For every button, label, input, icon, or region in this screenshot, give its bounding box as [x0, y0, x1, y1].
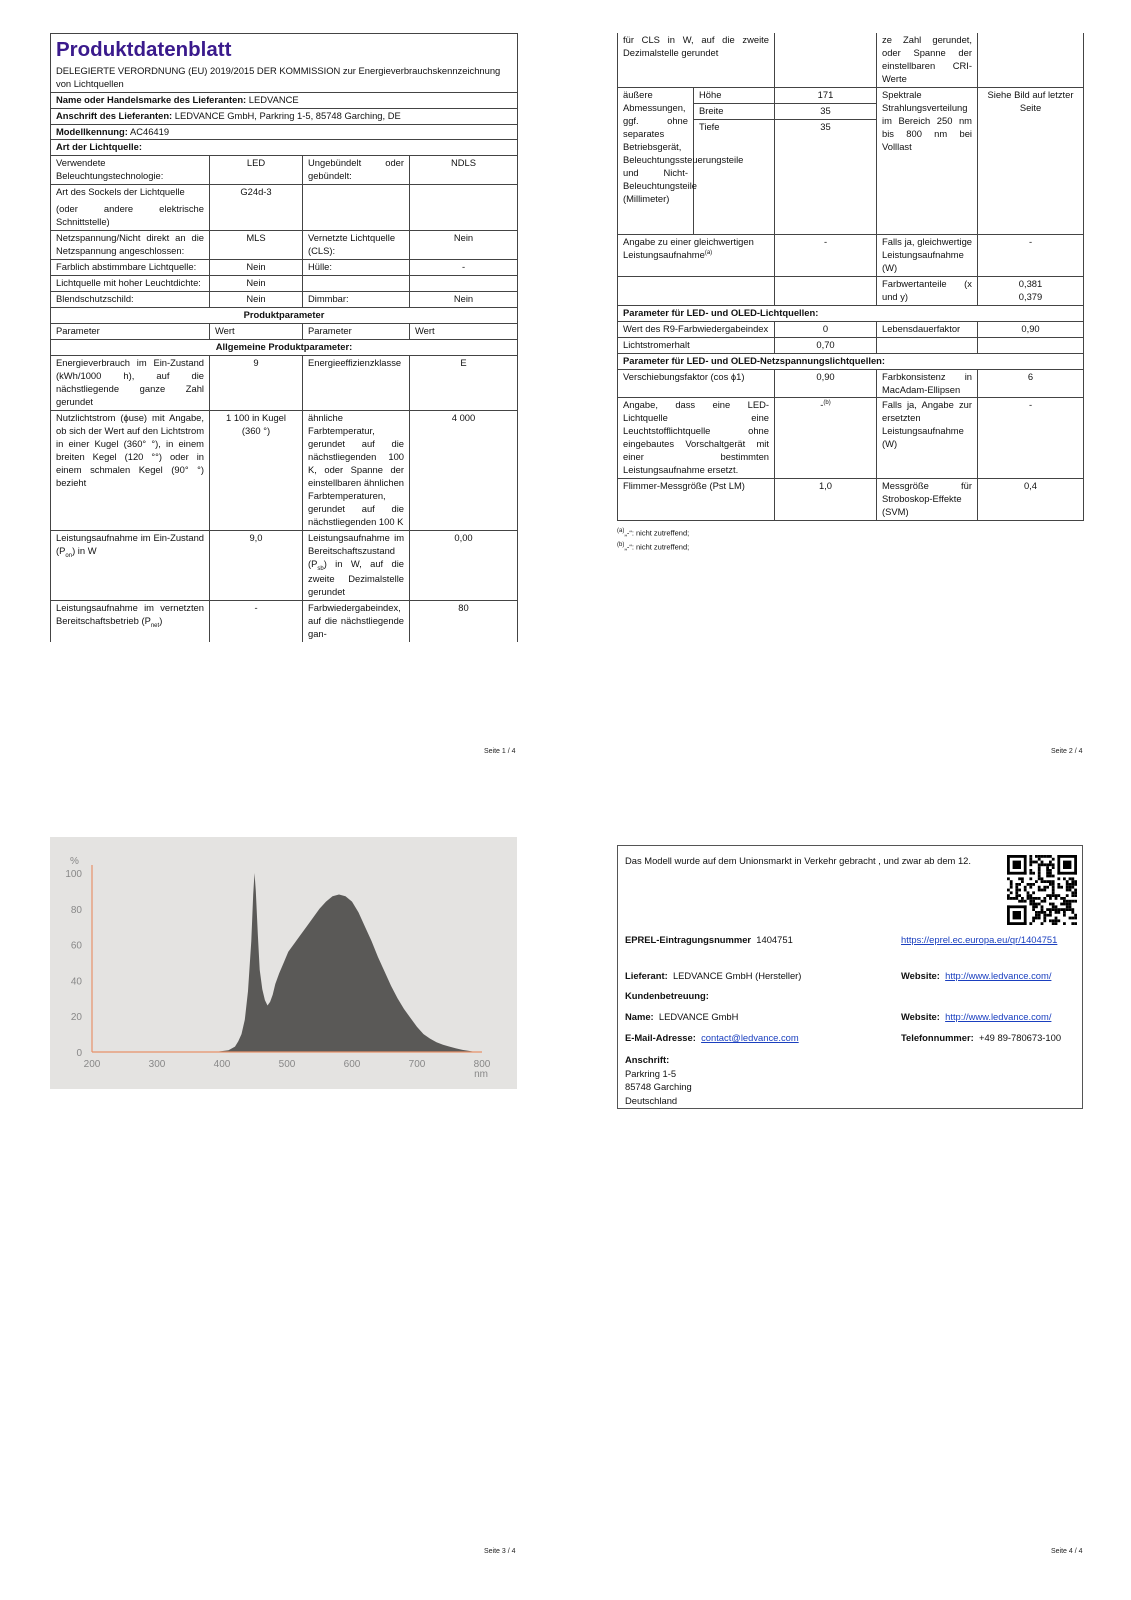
cell-label: Leistungsaufnahme im Bereitschaftszustand $(P_{sb})$ in W, auf die zweite Dezimalstelle gerundet	[303, 530, 410, 600]
model-id: AC46419	[129, 125, 170, 137]
cell-label: Verschiebungsfaktor (cos ϕ1)	[618, 369, 775, 398]
cell-value: -	[978, 234, 1084, 276]
table-row	[51, 185, 518, 231]
address-line: Parkring 1-5	[625, 1067, 677, 1079]
cell-value: -	[775, 234, 877, 276]
table-row	[51, 410, 518, 530]
cell-label: für CLS in W, auf die zweite Dezimalstelle gerundet	[618, 33, 775, 87]
cell-label: Vernetzte Lichtquelle (CLS):	[303, 231, 410, 260]
phone-value: +49 89-780673-100	[978, 1032, 1062, 1043]
model-label: Modellkennung:	[56, 125, 128, 137]
eprel-number: 1404751	[756, 934, 793, 945]
table-row	[618, 321, 1084, 337]
led-params-heading: Parameter für LED- und OLED-Lichtquellen:	[618, 305, 1084, 321]
cell-label: Hülle:	[303, 260, 410, 276]
column-header: Wert	[210, 324, 303, 340]
height-value: 171	[775, 87, 877, 103]
table-row	[51, 292, 518, 308]
column-header: Wert	[410, 324, 518, 340]
footnote-a: $^{(a)}$„-“: nicht zutreffend;	[617, 528, 690, 538]
height-label: Höhe	[694, 87, 775, 103]
address-line: 85748 Garching	[625, 1081, 692, 1093]
table-row	[51, 356, 518, 411]
table-row	[51, 276, 518, 292]
email-label: E-Mail-Adresse:	[625, 1032, 696, 1043]
cell-label: Lichtquelle mit hoher Leuchtdichte:	[51, 276, 210, 292]
cell-value: 0	[775, 321, 877, 337]
cell-label: ähnliche Farbtemperatur, gerundet auf die nächstliegenden 100 K, oder Spanne der einstellbaren ähnlichen Farbtemperaturen, gerundet auf die nächstliegenden 100 K	[303, 410, 410, 530]
y-axis-label: %	[70, 856, 79, 867]
table-row	[51, 600, 518, 641]
cell-label: Leistungsaufnahme im Ein-Zustand $(P_{on})$ in W	[51, 530, 210, 600]
cell-value: Nein	[210, 276, 303, 292]
cell-value: Nein	[210, 260, 303, 276]
x-tick-label: 400	[213, 1059, 231, 1070]
cell-value: LED	[210, 156, 303, 185]
eprel-link[interactable]: https://eprel.ec.europa.eu/qr/1404751	[901, 934, 1058, 945]
x-tick-label: 200	[83, 1059, 101, 1070]
cell-label: (oder andere elektrische Schnittstelle)	[56, 203, 204, 228]
y-tick-label: 0	[76, 1048, 82, 1059]
cell-value: -	[410, 260, 518, 276]
address-label: Anschrift:	[625, 1054, 670, 1065]
page-number-2: Seite 2 / 4	[1051, 748, 1083, 755]
light-source-type-heading: Art der Lichtquelle:	[51, 140, 518, 156]
cell-label: Art des Sockels der Lichtquelle	[56, 186, 185, 198]
cell-label: Falls ja, gleichwertige Leistungsaufnahme (W)	[877, 234, 978, 276]
table-header-row	[51, 324, 518, 340]
table-row	[51, 530, 518, 600]
page-1	[50, 33, 517, 642]
cell-value: -	[210, 600, 303, 641]
website-label: Website:	[901, 970, 940, 981]
supplier-name: LEDVANCE	[248, 93, 299, 105]
spectral-label: Spektrale Strahlungsverteilung im Bereich 250 nm bis 800 nm bei Volllast	[877, 87, 978, 234]
x-tick-label: 300	[148, 1059, 166, 1070]
support-heading: Kundenbetreuung:	[625, 990, 709, 1001]
address-line: Deutschland	[625, 1094, 678, 1106]
supplier-address-label: Anschrift des Lieferanten:	[56, 109, 173, 121]
cell-label: Blendschutzschild:	[51, 292, 210, 308]
cell-value: NDLS	[410, 156, 518, 185]
cell-label: Farbkonsistenz in MacAdam-Ellipsen	[877, 369, 978, 398]
cell-label: Lichtstromerhalt	[618, 337, 775, 353]
footnotes	[617, 526, 1083, 555]
page-2	[617, 33, 1083, 555]
cell-value: 0,90	[978, 321, 1084, 337]
cell-label: Messgröße für Stroboskop-Effekte (SVM)	[877, 479, 978, 521]
width-label: Breite	[694, 103, 775, 119]
table-row	[618, 87, 1084, 103]
cell-label: Angabe zu einer gleichwertigen Leistungsaufnahme$^{(a)}$	[618, 234, 775, 276]
cell-label: Leistungsaufnahme im vernetzten Bereitschaftsbetrieb $(P_{net})$	[51, 600, 210, 641]
cell-label: Energieverbrauch im Ein-Zustand (kWh/1000 h), auf die nächstliegende ganze Zahl gerundet	[51, 356, 210, 411]
dimensions-label: äußere Abmessungen, ggf. ohne separates Betriebsgerät, Beleuchtungssteuerungsteile und Nicht-Beleuchtungsteile (Millimeter)	[618, 87, 694, 234]
width-value: 35	[775, 103, 877, 119]
table-row	[618, 398, 1084, 479]
footnote-b: $^{(b)}$„-“: nicht zutreffend;	[617, 542, 690, 552]
cell-label: Verwendete Beleuchtungstechnologie:	[51, 156, 210, 185]
cell-label: Ungebündelt oder gebündelt:	[303, 156, 410, 185]
cell-value: 0,00	[410, 530, 518, 600]
cell-value: 4 000	[410, 410, 518, 530]
product-sheet-table-page1	[50, 33, 518, 642]
name-label: Name:	[625, 1011, 654, 1022]
cell-value: Nein	[210, 292, 303, 308]
cell-value: 0,70	[775, 337, 877, 353]
website-link[interactable]: http://www.ledvance.com/	[945, 970, 1052, 981]
x-axis-label: nm	[474, 1069, 488, 1080]
cell-value: 0,90	[775, 369, 877, 398]
cell-value: 1 100 in Kugel (360 °)	[210, 410, 303, 530]
eprel-label: EPREL-Eintragungsnummer	[625, 934, 752, 945]
product-params-heading: Produktparameter	[51, 308, 518, 324]
x-tick-label: 600	[343, 1059, 361, 1070]
table-row	[618, 369, 1084, 398]
cell-label: Dimmbar:	[303, 292, 410, 308]
cell-label: Energieeffizienzklasse	[303, 356, 410, 411]
page-title: Produktdatenblatt	[56, 38, 232, 61]
website-link-2[interactable]: http://www.ledvance.com/	[945, 1011, 1052, 1022]
market-intro: Das Modell wurde auf dem Unionsmarkt in Verkehr gebracht , und zwar ab dem 12.	[625, 855, 972, 866]
table-row	[618, 337, 1084, 353]
cell-value: 0,381 0,379	[978, 276, 1084, 305]
y-tick-label: 80	[70, 904, 82, 916]
phone-label: Telefonnummer:	[901, 1032, 974, 1043]
y-tick-label: 40	[70, 976, 82, 988]
supplier-name-label: Name oder Handelsmarke des Lieferanten:	[56, 93, 247, 105]
cell-label: Falls ja, Angabe zur ersetzten Leistungsaufnahme (W)	[877, 398, 978, 479]
x-tick-label: 800	[473, 1059, 491, 1070]
x-tick-label: 700	[408, 1059, 426, 1070]
cell-label: Wert des R9-Farbwiedergabeindex	[618, 321, 775, 337]
cell-value: 9	[210, 356, 303, 411]
qr-code-icon[interactable]	[1007, 855, 1077, 925]
supplier-address: LEDVANCE GmbH, Parkring 1-5, 85748 Garching, DE	[174, 109, 401, 121]
column-header: Parameter	[51, 324, 210, 340]
cell-label: Angabe, dass eine LED-Lichtquelle eine Leuchtstofflichtquelle ohne eingebautes Vorschaltgerät mit einer bestimmten Leistungsaufnahme ersetzt.	[618, 398, 775, 479]
general-params-heading: Allgemeine Produktparameter:	[51, 340, 518, 356]
table-row	[51, 156, 518, 185]
table-row	[618, 276, 1084, 305]
cell-value: 6	[978, 369, 1084, 398]
name-value: LEDVANCE GmbH	[658, 1011, 739, 1022]
cell-value: Nein	[410, 292, 518, 308]
cell-label: Farblich abstimmbare Lichtquelle:	[51, 260, 210, 276]
spectrum-chart-svg	[50, 837, 517, 1089]
cell-value: 1,0	[775, 479, 877, 521]
table-row	[618, 234, 1084, 276]
cell-label: Lebensdauerfaktor	[877, 321, 978, 337]
spectral-value: Siehe Bild auf letzter Seite	[978, 87, 1084, 234]
cell-label: Farbwertanteile (x und y)	[877, 276, 978, 305]
page-number-4: Seite 4 / 4	[1051, 1548, 1083, 1555]
spectrum-chart	[50, 837, 517, 1089]
cell-value: 9,0	[210, 530, 303, 600]
cell-label: ze Zahl gerundet, oder Spanne der einstellbaren CRI-Werte	[877, 33, 978, 87]
table-row	[51, 260, 518, 276]
y-tick-label: 20	[70, 1012, 82, 1024]
x-tick-label: 500	[278, 1059, 296, 1070]
cell-label: Nutzlichtstrom (ϕuse) mit Angabe, ob sich der Wert auf den Lichtstrom in einer Kugel (360° °), in einem breiten Kegel (120 °°) oder in einem schmalen Kegel (90° °) bezieht	[51, 410, 210, 530]
mains-params-heading: Parameter für LED- und OLED-Netzspannungslichtquellen:	[618, 353, 1084, 369]
page-number-1: Seite 1 / 4	[484, 748, 516, 755]
website-label-2: Website:	[901, 1011, 940, 1022]
cell-value: 0,4	[978, 479, 1084, 521]
contact-box	[617, 845, 1083, 1109]
cell-label: Flimmer-Messgröße (Pst LM)	[618, 479, 775, 521]
product-sheet-table-page2	[617, 33, 1084, 521]
y-tick-label: 100	[65, 869, 82, 880]
supplier-label: Lieferant:	[625, 970, 668, 981]
address-block	[625, 1053, 692, 1108]
cell-label: Netzspannung/Nicht direkt an die Netzspannung angeschlossen:	[51, 231, 210, 260]
depth-value: 35	[775, 119, 877, 234]
cell-value: -$^{(b)}$	[775, 398, 877, 479]
regulation-text: DELEGIERTE VERORDNUNG (EU) 2019/2015 DER KOMMISSION zur Energieverbrauchskennzeichnung von Lichtquellen	[56, 64, 501, 89]
y-tick-label: 60	[70, 940, 82, 952]
cell-value: 80	[410, 600, 518, 641]
email-link[interactable]: contact@ledvance.com	[701, 1032, 799, 1043]
spectrum-area	[209, 873, 476, 1052]
cell-value: E	[410, 356, 518, 411]
depth-label: Tiefe	[694, 119, 775, 234]
column-header: Parameter	[303, 324, 410, 340]
table-row	[618, 33, 1084, 87]
cell-value: -	[978, 398, 1084, 479]
table-row	[51, 231, 518, 260]
cell-value: Nein	[410, 231, 518, 260]
table-row	[618, 479, 1084, 521]
cell-label: Farbwiedergabeindex, auf die nächstliegende gan-	[303, 600, 410, 641]
cell-value: G24d-3	[210, 185, 303, 231]
supplier-value: LEDVANCE GmbH (Hersteller)	[672, 970, 802, 981]
page-number-3: Seite 3 / 4	[484, 1548, 516, 1555]
cell-value: MLS	[210, 231, 303, 260]
